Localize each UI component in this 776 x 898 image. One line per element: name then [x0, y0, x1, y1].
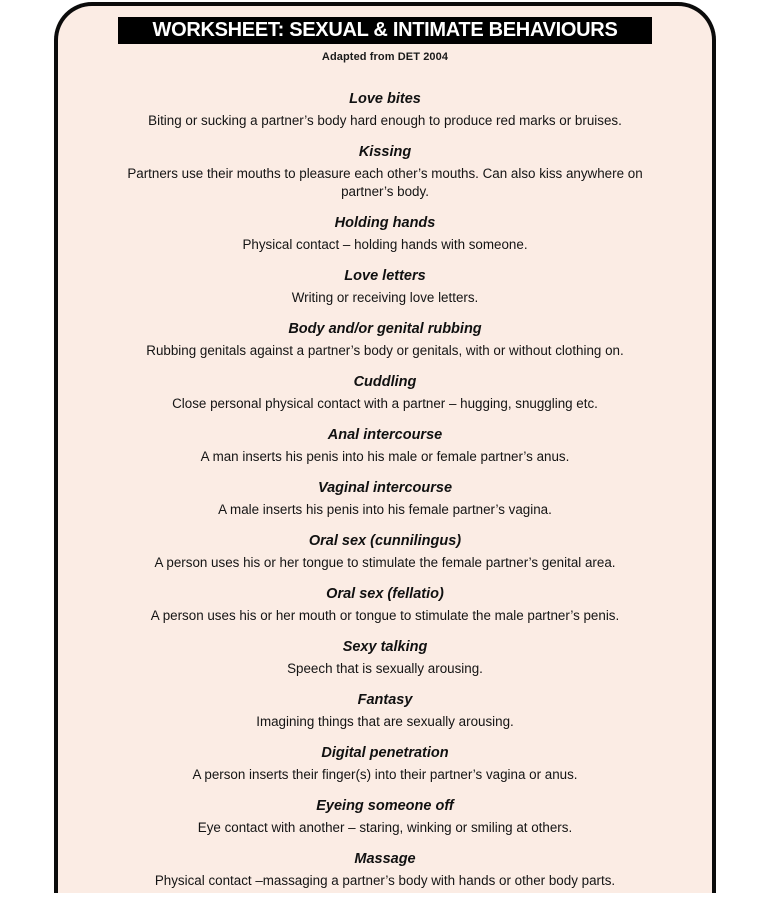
behaviour-entry — [110, 585, 660, 625]
behaviour-term: Holding hands — [334, 215, 436, 231]
behaviour-description: Partners use their mouths to pleasure each other’s mouths. Can also kiss anywhere on partner’s body. — [127, 166, 643, 199]
worksheet-title-bar — [118, 17, 652, 44]
behaviour-term: Fantasy — [357, 692, 413, 708]
behaviour-entry — [110, 691, 660, 731]
behaviour-description: Eye contact with another – staring, winking or smiling at others. — [197, 820, 573, 835]
behaviour-description: Physical contact –massaging a partner’s body with hands or other body parts. — [154, 873, 616, 888]
behaviour-description: A male inserts his penis into his female partner’s vagina. — [218, 502, 552, 517]
behaviour-term: Kissing — [358, 144, 412, 160]
behaviour-entry — [110, 638, 660, 678]
behaviour-entry — [110, 320, 660, 360]
behaviour-term: Love bites — [349, 91, 421, 107]
behaviour-entry — [110, 214, 660, 254]
behaviour-description: Biting or sucking a partner’s body hard enough to produce red marks or bruises. — [148, 113, 622, 128]
behaviour-description: A person uses his or her mouth or tongue to stimulate the male partner’s penis. — [150, 608, 620, 623]
behaviour-entry — [110, 143, 660, 201]
behaviour-term: Anal intercourse — [327, 427, 443, 443]
behaviour-term: Vaginal intercourse — [317, 480, 453, 496]
behaviour-term: Body and/or genital rubbing — [288, 321, 482, 337]
behaviour-entry — [110, 479, 660, 519]
behaviour-description: Close personal physical contact with a partner – hugging, snuggling etc. — [172, 396, 598, 411]
behaviour-description: Physical contact – holding hands with someone. — [242, 237, 528, 252]
behaviour-term: Oral sex (fellatio) — [326, 586, 444, 602]
behaviour-entry — [110, 532, 660, 572]
behaviour-term: Cuddling — [353, 374, 417, 390]
worksheet-title: WORKSHEET: SEXUAL & INTIMATE BEHAVIOURS — [152, 19, 618, 41]
behaviour-entry — [110, 90, 660, 130]
behaviour-term: Digital penetration — [321, 745, 449, 761]
worksheet-subtitle: Adapted from DET 2004 — [321, 51, 449, 63]
behaviour-description: A man inserts his penis into his male or female partner’s anus. — [200, 449, 570, 464]
behaviour-entry — [110, 426, 660, 466]
behaviour-entry — [110, 373, 660, 413]
behaviour-description: Writing or receiving love letters. — [291, 290, 479, 305]
behaviour-description: Imagining things that are sexually arousing. — [256, 714, 514, 729]
behaviour-description: Rubbing genitals against a partner’s body or genitals, with or without clothing on. — [146, 343, 624, 358]
behaviour-list — [58, 90, 712, 890]
behaviour-term: Oral sex (cunnilingus) — [308, 533, 462, 549]
behaviour-entry — [110, 797, 660, 837]
behaviour-description: Speech that is sexually arousing. — [287, 661, 483, 676]
worksheet-card — [54, 2, 716, 893]
behaviour-description: A person uses his or her tongue to stimulate the female partner’s genital area. — [154, 555, 616, 570]
behaviour-entry — [110, 744, 660, 784]
behaviour-term: Sexy talking — [342, 639, 428, 655]
behaviour-description: A person inserts their finger(s) into their partner’s vagina or anus. — [192, 767, 578, 782]
behaviour-entry — [110, 850, 660, 890]
behaviour-term: Massage — [354, 851, 416, 867]
behaviour-term: Eyeing someone off — [316, 798, 454, 814]
behaviour-entry — [110, 267, 660, 307]
behaviour-term: Love letters — [344, 268, 426, 284]
